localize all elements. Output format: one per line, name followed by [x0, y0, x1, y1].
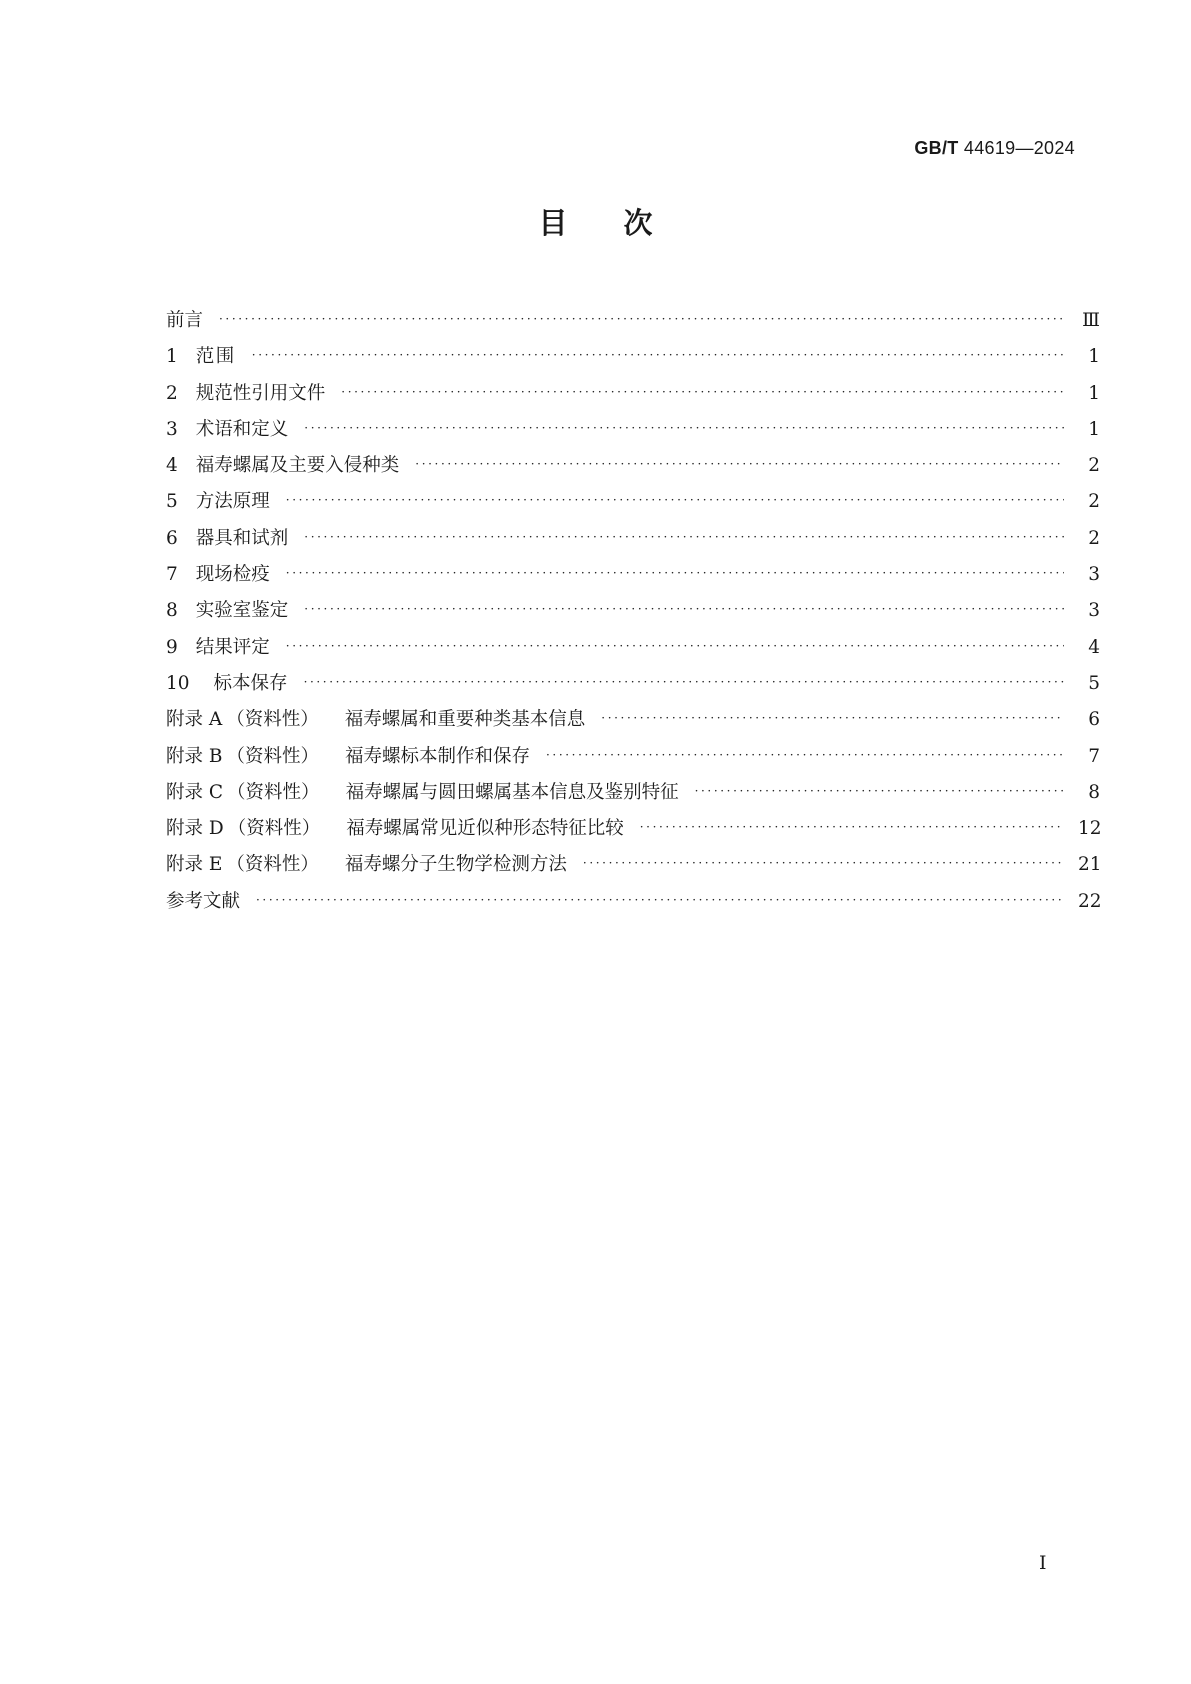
toc-entry-annex-b[interactable] — [166, 742, 1100, 778]
toc-entry-10[interactable] — [166, 669, 1100, 705]
toc-entry-number: 2 — [166, 382, 178, 404]
toc-entry-label: 器具和试剂 — [195, 527, 289, 549]
toc-entry-page: 4 — [1088, 636, 1100, 658]
toc-entry-1[interactable] — [166, 342, 1100, 378]
toc-entry-page: 6 — [1088, 709, 1100, 731]
toc-entry-number: 8 — [166, 600, 178, 622]
toc-entry-page: 1 — [1088, 382, 1100, 404]
toc-entry-annex-a[interactable] — [166, 705, 1100, 741]
toc-entry-page: 3 — [1088, 564, 1100, 586]
dot-leader — [256, 893, 1064, 907]
toc-entry-label: 参考文献 — [166, 890, 241, 912]
toc-entry-4[interactable] — [166, 451, 1100, 487]
toc-entry-label: 福寿螺分子生物学检测方法 — [344, 854, 567, 876]
annex-kind: （资料性） — [226, 854, 319, 876]
annex-kind: （资料性） — [227, 781, 320, 803]
toc-entry-3[interactable] — [166, 415, 1100, 451]
toc-entry-label: 术语和定义 — [195, 418, 289, 440]
toc-entry-number: 附录 B — [166, 745, 223, 767]
toc-entry-9[interactable] — [166, 633, 1100, 669]
standard-prefix: GB/T — [914, 138, 959, 158]
annex-kind: （资料性） — [227, 818, 321, 840]
toc-entry-number: 10 — [166, 672, 190, 694]
toc-entry-page: 1 — [1088, 418, 1100, 440]
toc-entry-number: 6 — [166, 527, 178, 549]
toc-entry-page: Ⅲ — [1082, 310, 1100, 331]
toc-entry-label: 标本保存 — [213, 672, 288, 694]
toc-entry-foreword[interactable] — [166, 306, 1100, 342]
toc-entry-number: 1 — [166, 346, 178, 368]
toc-entry-number: 7 — [166, 564, 178, 586]
toc-entry-page: 1 — [1088, 346, 1100, 368]
dot-leader — [304, 675, 1064, 689]
toc-entry-label: 福寿螺标本制作和保存 — [345, 745, 531, 767]
standard-code — [914, 138, 1075, 159]
toc-entry-number: 9 — [166, 636, 178, 658]
toc-entry-page: 2 — [1088, 491, 1100, 513]
toc-entry-bibliography[interactable] — [166, 887, 1100, 923]
toc-entry-page: 3 — [1088, 600, 1100, 622]
toc-entry-5[interactable] — [166, 487, 1100, 523]
dot-leader — [546, 748, 1064, 762]
toc-entry-page: 2 — [1088, 527, 1100, 549]
toc-entry-page: 5 — [1088, 672, 1100, 694]
toc-entry-7[interactable] — [166, 560, 1100, 596]
dot-leader — [695, 784, 1064, 798]
toc-entry-8[interactable] — [166, 596, 1100, 632]
dot-leader — [252, 348, 1064, 362]
dot-leader — [583, 856, 1064, 870]
toc-entry-label: 福寿螺属与圆田螺属基本信息及鉴别特征 — [345, 781, 679, 803]
toc-entry-label: 范围 — [195, 346, 236, 368]
toc-entry-number: 附录 E — [166, 854, 223, 876]
dot-leader — [304, 421, 1064, 435]
toc-entry-page: 21 — [1078, 854, 1102, 876]
annex-kind: （资料性） — [226, 709, 319, 731]
toc-entry-number: 附录 C — [166, 781, 224, 803]
dot-leader — [286, 566, 1064, 580]
toc-entry-annex-c[interactable] — [166, 778, 1100, 814]
toc-entry-page: 22 — [1078, 890, 1102, 912]
dot-leader — [601, 711, 1064, 725]
toc-entry-annex-e[interactable] — [166, 850, 1100, 886]
toc-entry-6[interactable] — [166, 524, 1100, 560]
page-title: 目次 — [538, 206, 709, 240]
dot-leader — [286, 493, 1064, 507]
toc-entry-2[interactable] — [166, 379, 1100, 415]
dot-leader — [286, 639, 1064, 653]
toc-entry-label: 实验室鉴定 — [195, 600, 289, 622]
toc-entry-label: 福寿螺属及主要入侵种类 — [195, 455, 400, 477]
toc-entry-page: 12 — [1078, 818, 1102, 840]
annex-kind: （资料性） — [226, 745, 319, 767]
toc-entry-page: 7 — [1088, 745, 1100, 767]
toc-entry-page: 2 — [1088, 455, 1100, 477]
toc-entry-number: 5 — [166, 491, 178, 513]
toc-entry-label: 福寿螺属常见近似种形态特征比较 — [346, 818, 624, 840]
table-of-contents — [166, 306, 1100, 923]
toc-entry-number: 4 — [166, 455, 178, 477]
toc-entry-number: 附录 A — [166, 709, 223, 731]
toc-entry-label: 结果评定 — [195, 636, 270, 658]
toc-entry-label: 现场检疫 — [195, 564, 270, 586]
toc-entry-label: 前言 — [166, 310, 204, 331]
dot-leader — [304, 602, 1064, 616]
standard-number: 44619—2024 — [963, 138, 1075, 158]
dot-leader — [304, 530, 1064, 544]
toc-entry-number: 3 — [166, 418, 178, 440]
dot-leader — [341, 385, 1064, 399]
toc-entry-label: 规范性引用文件 — [195, 382, 326, 404]
page-number: Ⅰ — [1039, 1552, 1047, 1574]
dot-leader — [415, 457, 1064, 471]
toc-entry-number: 附录 D — [166, 818, 224, 840]
toc-entry-page: 8 — [1088, 781, 1100, 803]
dot-leader — [640, 820, 1064, 834]
toc-entry-annex-d[interactable] — [166, 814, 1100, 850]
dot-leader — [219, 312, 1064, 326]
toc-entry-label: 方法原理 — [195, 491, 270, 513]
toc-entry-label: 福寿螺属和重要种类基本信息 — [344, 709, 586, 731]
